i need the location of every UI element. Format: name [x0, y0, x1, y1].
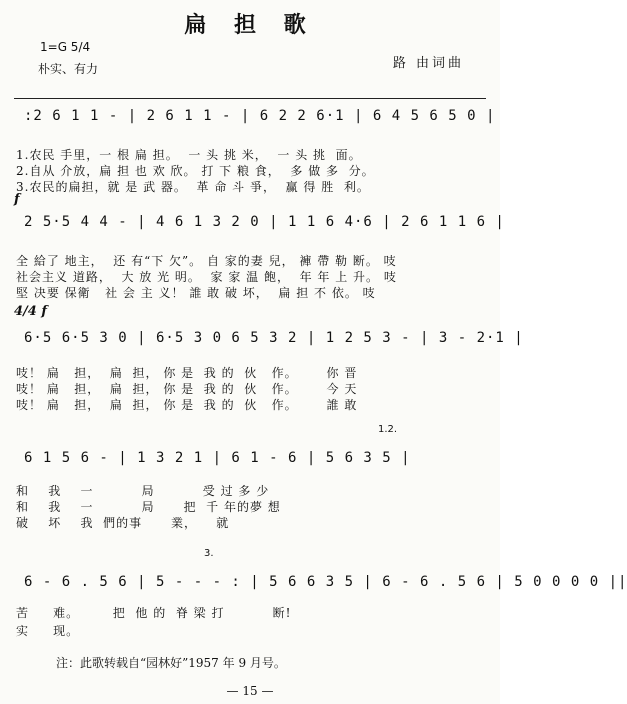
notation-row-5 — [14, 570, 627, 596]
lyric-line: 1.农民 手里，一 根 扁 担。 一 头 挑 米， 一 头 挑 面。 — [16, 148, 362, 162]
lyric-line: 堅 决要 保衛 社 会 主 义！ 誰 敢 破 坏， 扁 担 不 依。 吱 — [16, 286, 376, 300]
volta-bracket: 1.2. — [378, 424, 398, 435]
lyric-line: 吱！ 扁 担， 扁 担， 你 是 我 的 伙 作。 誰 敢 — [16, 398, 358, 412]
notes-row-2: 2 5·5 4 4 - | 4 6 1 3 2 0 | 1 1 6 4·6 | 2 6 1 1 6 | — [24, 214, 505, 230]
volta-bracket: 3. — [204, 548, 214, 559]
lyric-line: 全 給了 地主， 还 有“下 欠”。 自 家的妻 兒， 褲 帶 勒 断。 吱 — [16, 254, 397, 268]
tempo-marking: 朴实、有力 — [38, 62, 99, 76]
lyric-line: 实 现。 — [16, 624, 80, 638]
notation-row-4 — [14, 446, 484, 472]
lyric-line: 和 我 一 局 受 过 多 少 — [16, 484, 270, 498]
lyric-line: 吱！ 扁 担， 扁 担， 你 是 我 的 伙 作。 今 天 — [16, 382, 358, 396]
lyric-line: 社会主义 道路， 大 放 光 明。 家 家 温 飽， 年 年 上 升。 吱 — [16, 270, 397, 284]
dynamic-mark: f — [14, 192, 20, 207]
song-title: 扁 担 歌 — [184, 12, 316, 38]
footnote: 注：此歌转载自“园林好”1957 年 9 月号。 — [56, 656, 286, 670]
notes-row-3: 6·5 6·5 3 0 | 6·5 3 0 6 5 3 2 | 1 2 5 3 - | 3 - 2·1 | — [24, 330, 524, 346]
key-signature: 1=G 5/4 — [40, 40, 91, 54]
notation-row-1 — [14, 104, 496, 130]
lyric-line: 和 我 一 局 把 千 年的夢 想 — [16, 500, 281, 514]
notes-row-1: :2 6 1 1 - | 2 6 1 1 - | 6 2 2 6·1 | 6 4 5 6 5 0 | — [24, 108, 496, 124]
lyric-line: 3.农民的扁担，就 是 武 器。 革 命 斗 爭， 赢 得 胜 利。 — [16, 180, 370, 194]
lyric-line: 2.自从 介放，扁 担 也 欢 欣。 打 下 粮 食， 多 做 多 分。 — [16, 164, 375, 178]
notation-row-2 — [14, 210, 505, 236]
author-credit: 路 由词曲 — [392, 56, 464, 71]
lyric-line: 苦 难。 把 他 的 脊 梁 打 断! — [16, 606, 292, 620]
system-line — [14, 98, 486, 99]
page-number: — 15 — — [226, 684, 274, 698]
notation-row-3 — [14, 326, 524, 352]
lyric-line: 吱！ 扁 担， 扁 担， 你 是 我 的 伙 作。 你 晋 — [16, 366, 358, 380]
time-signature-mark: 4/4 f — [14, 304, 47, 319]
notes-row-4: 6 1 5 6 - | 1 3 2 1 | 6 1 - 6 | 5 6 3 5 | — [24, 450, 411, 466]
notes-row-5: 6 - 6 . 5 6 | 5 - - - : | 5 6 6 3 5 | 6 - 6 . 5 6 | 5 0 0 0 0 || — [24, 574, 627, 590]
lyric-line: 破 坏 我 們的事 業， 就 — [16, 516, 230, 530]
